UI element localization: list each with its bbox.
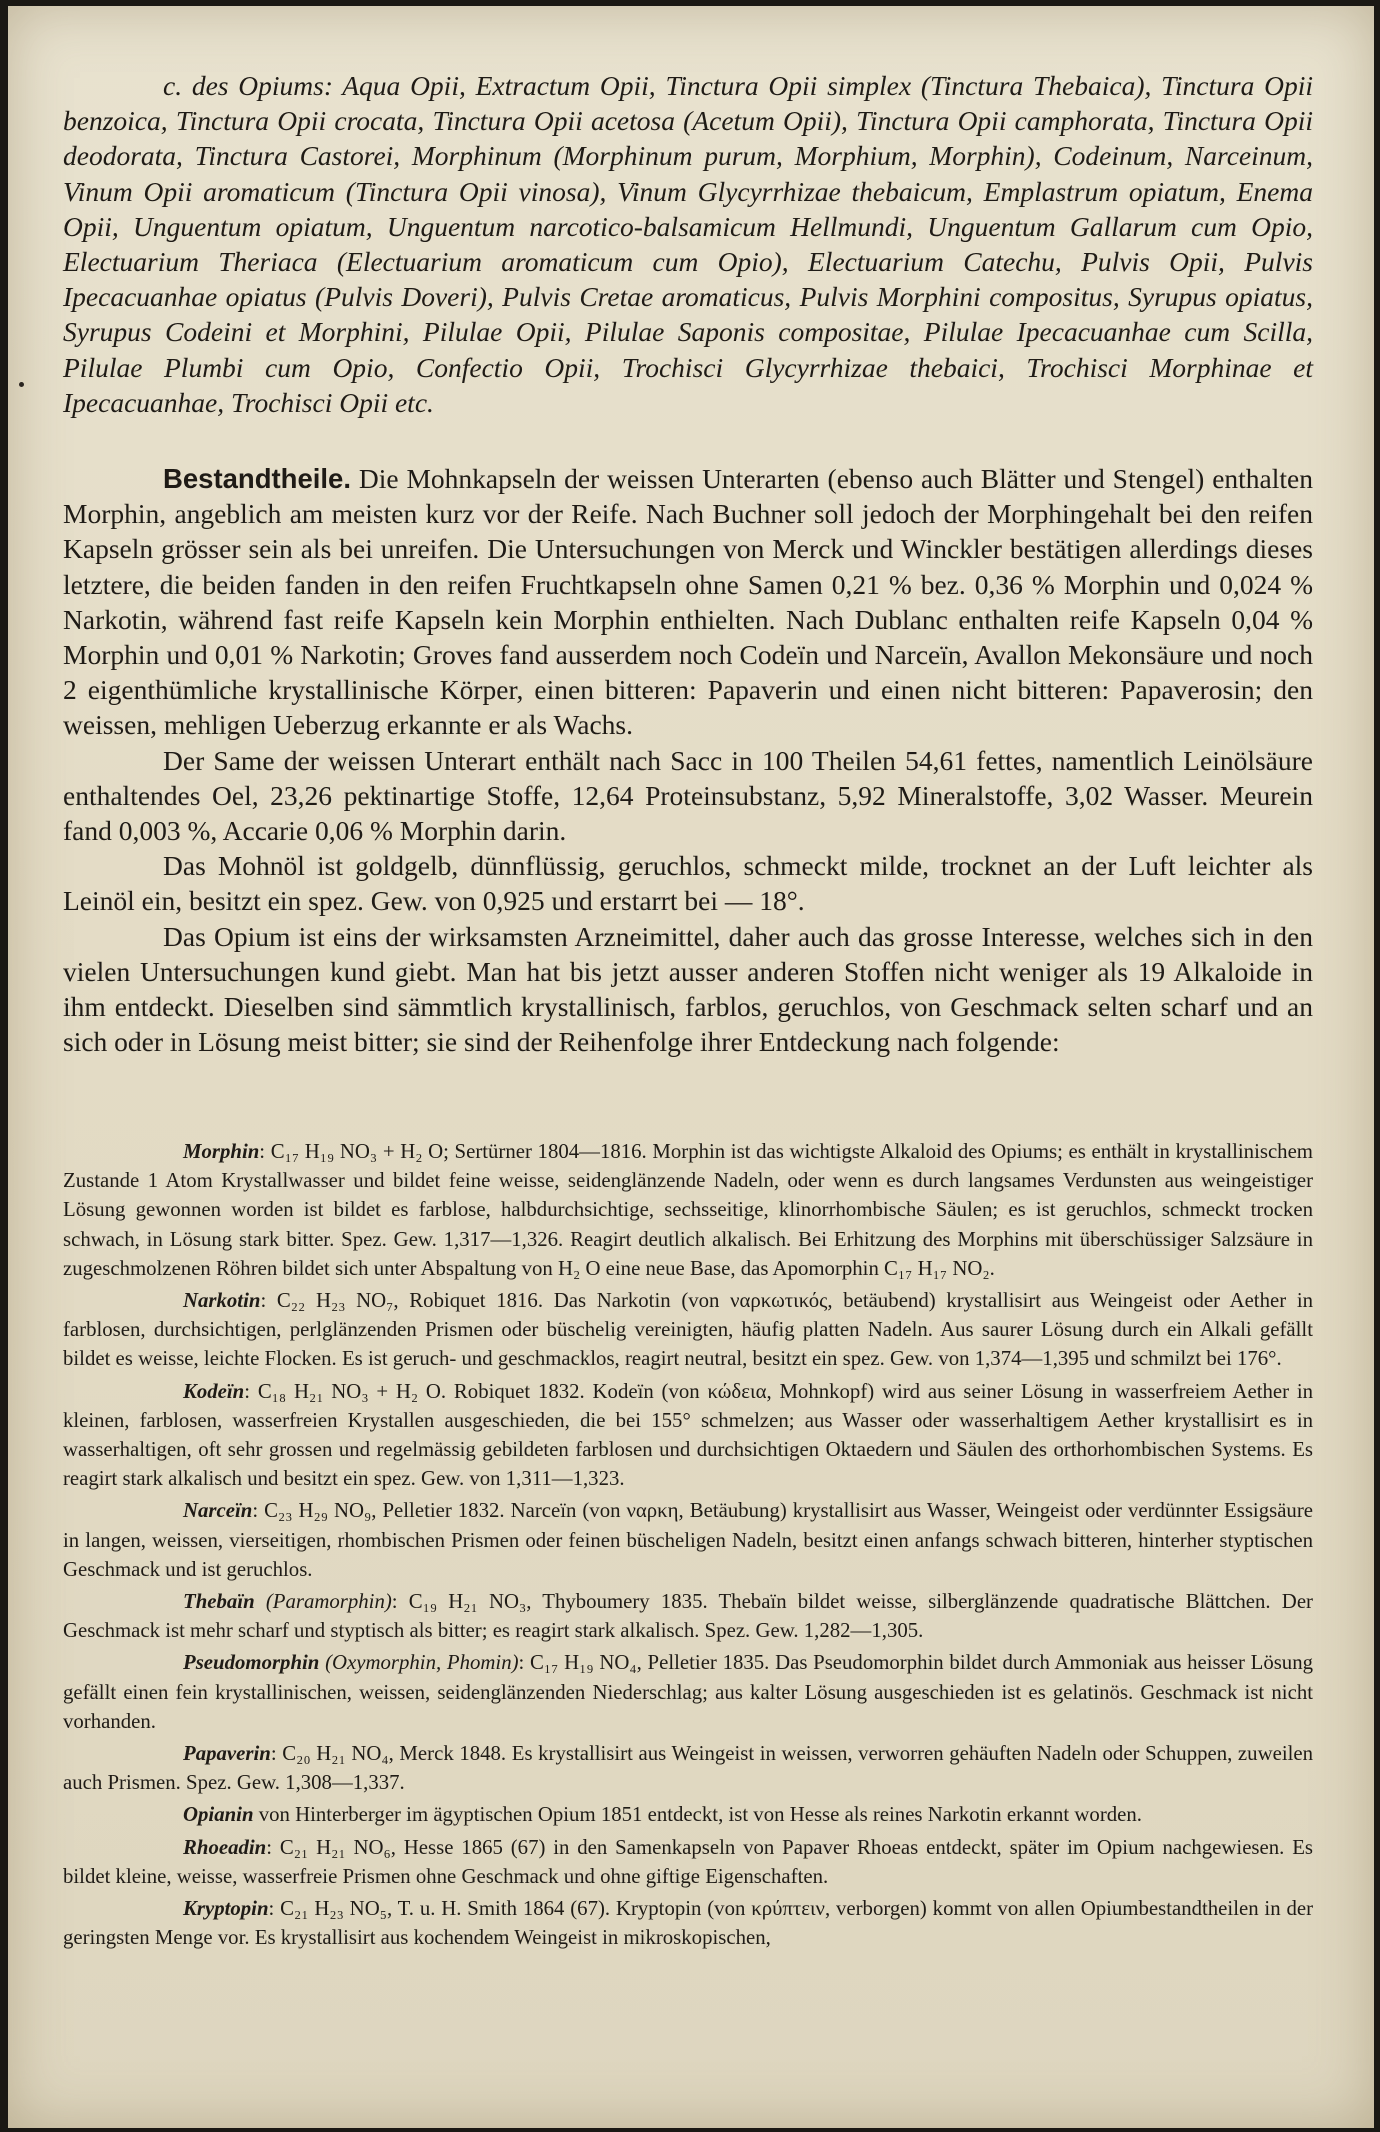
- alkaloid-name: Opianin: [183, 1803, 254, 1827]
- alkaloid-entry: [63, 1739, 1313, 1797]
- book-page: [8, 6, 1374, 2128]
- alkaloid-entry: [63, 1137, 1313, 1283]
- bestandtheile-section: [63, 461, 1313, 1059]
- alkaloid-entry: [63, 1800, 1313, 1829]
- alkaloid-name: Papaverin: [183, 1742, 271, 1766]
- poppy-oil-paragraph: Das Mohnöl ist goldgelb, dünnflüssig, geruchlos, schmeckt milde, trocknet an der Luft leichter als Leinöl ein, besitzt ein spez. Gew. von 0,925 und erstarrt bei — 18°.: [63, 850, 1313, 917]
- alkaloid-description: : C₁₈ H₂₁ NO₃ + H₂ O. Robiquet 1832. Kodeïn (von κώδεια, Mohnkopf) wird aus seiner Lösung in wasserfreiem Aether in kleinen, farblosen, wasserfreien Krystallen ausgeschieden, die bei 155° schmelzen; aus Wasser oder wasserhaltigem Aether krystallisirt es in wasserhaltigen, oft sehr grossen und regelmässig gebildeten farblosen und durchsichtigen Oktaedern und Säulen des orthorhombischen Systems. Es reagirt stark alkalisch und besitzt ein spez. Gew. von 1,311—1,323.: [63, 1379, 1313, 1491]
- alkaloid-description: : C₁₇ H₁₉ NO₄, Pelletier 1835. Das Pseudomorphin bildet durch Ammoniak aus heisser Lösung gefällt einen fein krystallinischen, weissen, seidenglänzenden Niederschlag; aus kalter Lösung ausgeschieden ist es gelatinös. Geschmack ist nicht vorhanden.: [63, 1651, 1314, 1733]
- alkaloid-entry: [63, 1587, 1313, 1645]
- alkaloid-name: Narkotin: [183, 1289, 261, 1313]
- page-speck: [19, 382, 24, 387]
- alkaloid-entry: [63, 1377, 1313, 1494]
- alkaloid-description: : C₁₉ H₂₁ NO₃, Thyboumery 1835. Thebaïn bildet weisse, silberglänzende quadratische Blättchen. Der Geschmack ist mehr scharf und styptisch als bitter; es reagirt stark alkalisch. Spez. Gew. 1,282—1,305.: [63, 1590, 1313, 1643]
- alkaloid-name: Morphin: [183, 1140, 260, 1163]
- alkaloid-synonyms: (Paramorphin): [254, 1590, 392, 1614]
- alkaloid-entry: [63, 1496, 1313, 1584]
- seed-paragraph: Der Same der weissen Unterart enthält nach Sacc in 100 Theilen 54,61 fettes, namentlich Leinölsäure enthaltendes Oel, 23,26 pektinartige Stoffe, 12,64 Proteinsubstanz, 5,92 Mineralstoffe, 3,02 Wasser. Meurein fand 0,003 %, Accarie 0,06 % Morphin darin.: [63, 744, 1313, 847]
- alkaloid-name: Rhoeadin: [183, 1835, 267, 1859]
- alkaloid-name: Pseudomorphin: [183, 1651, 320, 1675]
- alkaloid-description: : C₂₁ H₂₁ NO₆, Hesse 1865 (67) in den Samenkapseln von Papaver Rhoeas entdeckt, später im Opium nachgewiesen. Es bildet kleine, weisse, wasserfreie Prismen ohne Geschmack und ohne giftige Eigenschaften.: [63, 1835, 1313, 1888]
- alkaloid-entry: [63, 1286, 1313, 1374]
- section-heading: Bestandtheile.: [163, 463, 351, 494]
- alkaloid-description: von Hinterberger im ägyptischen Opium 1851 entdeckt, ist von Hesse als reines Narkotin erkannt worden.: [253, 1803, 1142, 1827]
- alkaloid-description: : C₂₂ H₂₃ NO₇, Robiquet 1816. Das Narkotin (von ναρκωτικός, betäubend) krystallisirt aus Weingeist oder Aether in farblosen, durchsichtigen, perlglänzenden Prismen oder büschelig vereinigten, häufig platten Nadeln. Aus saurer Lösung durch ein Alkali gefällt bildet es weisse, leichte Flocken. Es ist geruch- und geschmacklos, reagirt neutral, besitzt ein spez. Gew. von 1,374—1,395 und schmilzt bei 176°.: [63, 1289, 1313, 1371]
- alkaloid-entry: [63, 1833, 1313, 1891]
- bestandtheile-text: Die Mohnkapseln der weissen Unterarten (ebenso auch Blätter und Stengel) enthalten Morphin, angeblich am meisten kurz vor der Reife. Nach Buchner soll jedoch der Morphingehalt bei den reifen Kapseln grösser sein als bei unreifen. Die Untersuchungen von Merck und Winckler bestätigen allerdings dieses letztere, die beiden fanden in den reifen Fruchtkapseln ohne Samen 0,21 % bez. 0,36 % Morphin und 0,024 % Narkotin, während fast reife Kapseln kein Morphin enthielten. Nach Dublanc enthalten reife Kapseln 0,04 % Morphin und 0,01 % Narkotin; Groves fand ausserdem noch Codeïn und Narceïn, Avallon Mekonsäure und noch 2 eigenthümliche krystallinische Körper, einen bitteren: Papaverin und einen nicht bitteren: Papaverosin; den weissen, mehligen Ueberzug erkannte er als Wachs.: [63, 463, 1313, 741]
- opium-paragraph: Das Opium ist eins der wirksamsten Arzneimittel, daher auch das grosse Interesse, welches sich in den vielen Untersuchungen kund giebt. Man hat bis jetzt ausser anderen Stoffen nicht weniger als 19 Alkaloide in ihm entdeckt. Dieselben sind sämmtlich krystallinisch, farblos, geruchlos, von Geschmack selten scharf und an sich oder in Lösung meist bitter; sie sind der Reihenfolge ihrer Entdeckung nach folgende:: [63, 920, 1313, 1058]
- alkaloid-entry: [63, 1648, 1313, 1736]
- alkaloid-synonyms: (Oxymorphin, Phomin): [319, 1651, 519, 1675]
- alkaloid-entry: [63, 1894, 1313, 1952]
- alkaloid-description: : C₂₁ H₂₃ NO₅, T. u. H. Smith 1864 (67). Kryptopin (von κρύπτειν, verborgen) kommt von allen Opiumbestandtheilen in der geringsten Menge vor. Es krystallisirt aus kochendem Weingeist in mikroskopischen,: [63, 1897, 1313, 1950]
- alkaloid-name: Kodeïn: [183, 1379, 245, 1403]
- alkaloid-description: : C₂₀ H₂₁ NO₄, Merck 1848. Es krystallisirt aus Weingeist in weissen, verworren gehäuften Nadeln oder Schuppen, zuweilen auch Prismen. Spez. Gew. 1,308—1,337.: [63, 1742, 1313, 1795]
- alkaloid-name: Thebaïn: [183, 1590, 255, 1614]
- bestandtheile-paragraph: [63, 461, 1313, 743]
- opium-preparations-paragraph: c. des Opiums: Aqua Opii, Extractum Opii, Tinctura Opii simplex (Tinctura Thebaica), Tinctura Opii benzoica, Tinctura Opii crocata, Tinctura Opii acetosa (Acetum Opii), Tinctura Opii camphorata, Tinctura Opii deodorata, Tinctura Castorei, Morphinum (Morphinum purum, Morphium, Morphin), Codeinum, Narceinum, Vinum Opii aromaticum (Tinctura Opii vinosa), Vinum Glycyrrhizae thebaicum, Emplastrum opiatum, Enema Opii, Unguentum opiatum, Unguentum narcotico-balsamicum Hellmundi, Unguentum Gallarum cum Opio, Electuarium Theriaca (Electuarium aromaticum cum Opio), Electuarium Catechu, Pulvis Opii, Pulvis Ipecacuanhae opiatus (Pulvis Doveri), Pulvis Cretae aromaticus, Pulvis Morphini compositus, Syrupus opiatus, Syrupus Codeini et Morphini, Pilulae Opii, Pilulae Saponis compositae, Pilulae Ipecacuanhae cum Scilla, Pilulae Plumbi cum Opio, Confectio Opii, Trochisci Glycyrrhizae thebaici, Trochisci Morphinae et Ipecacuanhae, Trochisci Opii etc.: [63, 70, 1313, 418]
- alkaloid-list: [63, 1137, 1313, 1955]
- alkaloid-description: : C₂₃ H₂₉ NO₉, Pelletier 1832. Narceïn (von ναρκη, Betäubung) krystallisirt aus Wasser, Weingeist oder verdünnter Essigsäure in langen, weissen, vierseitigen, rhombischen Prismen oder feinen büscheligen Nadeln, besitzt einen anfangs schwach bitteren, hinterher styptischen Geschmack und ist geruchlos.: [63, 1499, 1313, 1581]
- preparations-section: [63, 68, 1313, 420]
- alkaloid-name: Kryptopin: [183, 1897, 269, 1921]
- alkaloid-description: : C₁₇ H₁₉ NO₃ + H₂ O; Sertürner 1804—1816. Morphin ist das wichtigste Alkaloid des Opiums; es enthält in krystallinischem Zustande 1 Atom Krystallwasser und bildet feine weisse, seidenglänzende Nadeln, oder wenn es durch langsames Verdunsten aus weingeistiger Lösung gewonnen worden ist bildet es farblose, halbdurchsichtige, sechsseitige, klinorrhombische Säulen; es ist geruchlos, schmeckt trocken schwach, in Lösung stark bitter. Spez. Gew. 1,317—1,326. Reagirt deutlich alkalisch. Bei Erhitzung des Morphins mit überschüssiger Salzsäure in zugeschmolzenen Röhren bildet sich unter Abspaltung von H₂ O eine neue Base, das Apomorphin C₁₇ H₁₇ NO₂.: [63, 1140, 1313, 1280]
- alkaloid-name: Narceïn: [183, 1499, 253, 1523]
